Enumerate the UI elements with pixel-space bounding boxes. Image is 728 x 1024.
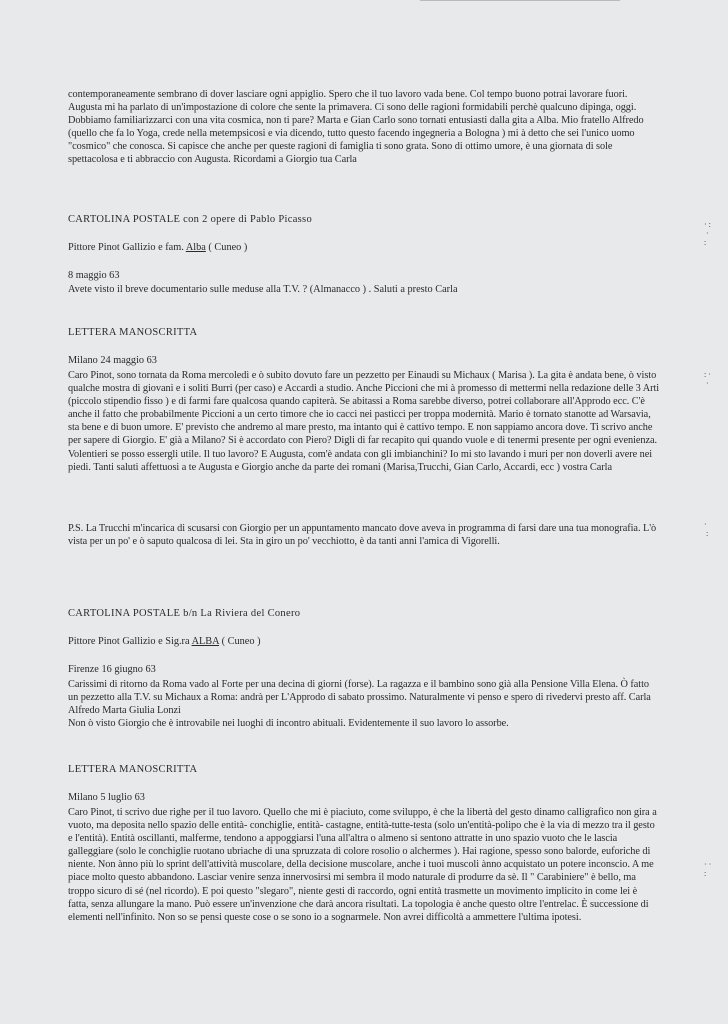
- letter-1-title: LETTERA MANOSCRITTA: [68, 327, 198, 338]
- page-edge-line: [420, 0, 620, 1]
- letter-2-body: Caro Pinot, ti scrivo due righe per il tuo lavoro. Quello che mi è piaciuto, come sviluppo, è che la libertà del gesto dinamo calligrafico non gira a vuoto, ma deposita nello spazio delle entità- conchiglie, entità- castagne, entità-tutte-testa (solo un'entità-polipo che è la via di mezzo tra il gesto e l'entità). Entità oscillanti, malferme, tendono a appoggiarsi l'una all'altra o almeno si sentono attratte in uno spazio vuoto che le lascia galleggiare (solo le conchiglie ruotano ubriache di una spruzzata di colore rosolio o alchermes ). Hai ragione, spesso sono balorde, euforiche di niente. Non ànno più lo sprint dell'attività muscolare, della decisione muscolare, anche i tuoi muscoli ànno acquistato un potere inconscio. A me piace molto questo abbandono. Lasciar venire senza innervosirsi mi sembra il modo naturale di produrre da sè. Il " Carabiniere" è bello, ma troppo sicuro di sé (nel ricordo). E poi questo "slegaro", niente gesti di raccordo, ogni entità trasmette un movimento implicito in come lei è fatta, senza allungare la mano. Può essere un'invenzione che darà ancora risultati. La topologia è anche questo oltre l'entrelac. È successione di elementi nell'infinito. Non so se pensi queste cose o se sono io a sognarmele. Non avrei difficoltà a ammettere l'ultima ipotesi.: [68, 807, 657, 923]
- scan-speckles: · · :: [704, 860, 712, 878]
- postcard-1-text: Avete visto il breve documentario sulle meduse alla T.V. ? (Almanacco ) . Saluti a presto Carla: [68, 284, 458, 295]
- scan-speckles: : · ·: [704, 370, 711, 388]
- scan-speckles: · :: [704, 520, 709, 538]
- letter-1-postscript: P.S. La Trucchi m'incarica di scusarsi con Giorgio per un appuntamento mancato dove aveva in programma di farsi dare una tua monografia. L'ò vista per un po' e ò saputo qualcosa di lei. Sta in giro un po' vecchiotto, è da tanti anni l'amica di Vigorelli.: [68, 523, 657, 548]
- postcard-2-date: Firenze 16 giugno 63: [68, 664, 156, 675]
- letter-2-date: Milano 5 luglio 63: [68, 792, 145, 803]
- postcard-2-title: CARTOLINA POSTALE b/n La Riviera del Conero: [68, 608, 301, 619]
- postcard-2-body: Carissimi di ritorno da Roma vado al Forte per una decina di giorni (forse). La ragazza e il bambino sono già alla Pensione Villa Elena. Ò fatto un pezzetto alla T.V. su Michaux a Roma: andrà per L'Approdo di sabato prossimo. Naturalmente vi penso e spero di rivedervi presto aff. Carla Alfredo Marta Giulia Lonzi Non ò visto Giorgio che è introvabile nei luoghi di incontro abituali. Evidentemente il suo lavoro lo assorbe.: [68, 679, 651, 730]
- postcard-1-date: 8 maggio 63: [68, 270, 120, 281]
- postcard-2-address: Pittore Pinot Gallizio e Sig.ra ALBA ( Cuneo ): [68, 636, 261, 647]
- letter-1-body: Caro Pinot, sono tornata da Roma mercoledì e ò subito dovuto fare un pezzetto per Einaudi su Michaux ( Marisa ). La gita è andata bene, ò visto qualche mostra di giovani e i soliti Burri (per caso) e Accardi a studio. Anche Piccioni che mi à promesso di mettermi nella redazione delle 3 Arti (piccolo stipendio fisso ) e di farmi fare qualcosa quando capiterà. Se abitassi a Roma sarebbe diverso, potrei collaborare all'Approdo ecc. C'è anche il fatto che probabilmente Piccioni a un certo timore che io cacci nei pasticci per troppa modernità. Mario è tornato stanotte ad Warsavia, sta bene e di buon umore. E' previsto che andremo al mare presto, ma intanto qui è cattivo tempo. E non sappiamo ancora dove. Ti scrivo anche per sapere di Giorgio. E' già a Milano? Si è accordato con Piero? Digli di far recapito qui quando vuole e di tenermi presente per ogni evenienza. Volentieri se posso essergli utile. Il tuo lavoro? E Augusta, com'è andata con gli imbianchini? Io mi sto lavando i muri per non doverli avere nei piedi. Tanti saluti affettuosi a te Augusta e Giorgio anche da parte dei romani (Marisa,Trucchi, Gian Carlo, Accardi, ecc ) vostra Carla: [68, 370, 660, 473]
- letter-1-date: Milano 24 maggio 63: [68, 355, 157, 366]
- postcard-1-title: CARTOLINA POSTALE con 2 opere di Pablo Picasso: [68, 214, 312, 225]
- postcard-1-address: Pittore Pinot Gallizio e fam. Alba ( Cuneo ): [68, 242, 248, 253]
- intro-paragraph: contemporaneamente sembrano di dover lasciare ogni appiglio. Spero che il tuo lavoro vada bene. Col tempo buono potrai lavorare fuori. Augusta mi ha parlato di un'impostazione di colore che sente la primavera. Ci sono delle ragioni formidabili perchè qualcuno dipinga, oggi. Dobbiamo familiarizzarci con una vita cosmica, non ti pare? Marta e Gian Carlo sono tornati entusiasti dalla gita a Alba. Mio fratello Alfredo (quello che fa lo Yoga, crede nella metempsicosi e via dicendo, tutto questo facendo ingegneria a Bologna ) mi à detto che sei l'unico uomo "cosmico" che conosca. Si capisce che anche per queste ragioni di famiglia ti sono grata. Sono di ottimo umore, è una giornata di sole spettacolosa e ti abbraccio con Augusta. Ricordami a Giorgio tua Carla: [68, 89, 644, 166]
- scan-speckles: · : · :: [704, 220, 711, 247]
- letter-2-title: LETTERA MANOSCRITTA: [68, 764, 198, 775]
